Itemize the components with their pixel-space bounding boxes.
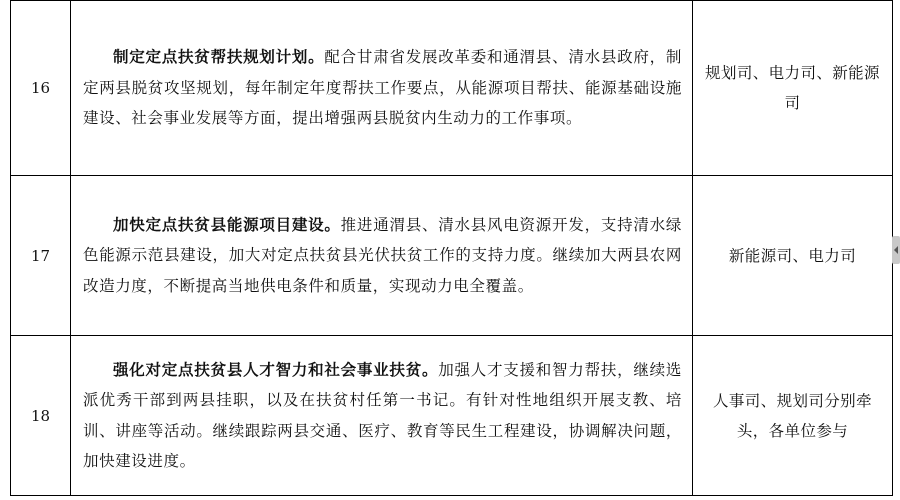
responsible-unit: 新能源司、电力司 (693, 176, 893, 336)
row-number: 16 (11, 1, 71, 176)
task-lead: 强化对定点扶贫县人才智力和社会事业扶贫。 (113, 359, 439, 379)
task-content (71, 336, 693, 496)
table-row (11, 336, 893, 496)
task-body: 推进通渭县、清水县风电资源开发，支持清水绿色能源示范县建设，加大对定点扶贫县光伏扶贫工作的支持力度。继续加大两县农网改造力度，不断提高当地供电条件和质量，实现动力电全覆盖。 (83, 215, 682, 295)
row-number: 18 (11, 336, 71, 496)
responsible-unit: 人事司、规划司分别牵头，各单位参与 (693, 336, 893, 496)
task-body: 配合甘肃省发展改革委和通渭县、清水县政府，制定两县脱贫攻坚规划，每年制定年度帮扶工作要点，从能源项目帮扶、能源基础设施建设、社会事业发展等方面，提出增强两县脱贫内生动力的工作事项。 (83, 48, 682, 128)
task-body: 加强人才支援和智力帮扶，继续选派优秀干部到两县挂职，以及在扶贫村任第一书记。有针对性地组织开展支教、培训、讲座等活动。继续跟踪两县交通、医疗、教育等民生工程建设，协调解决问题，加快建设进度。 (83, 360, 682, 470)
task-table (10, 0, 893, 496)
responsible-unit: 规划司、电力司、新能源司 (693, 1, 893, 176)
row-number: 17 (11, 176, 71, 336)
table-row (11, 176, 893, 336)
task-content (71, 176, 693, 336)
task-content (71, 1, 693, 176)
collapse-handle[interactable] (892, 236, 900, 264)
task-lead: 制定定点扶贫帮扶规划计划。 (113, 47, 325, 67)
task-lead: 加快定点扶贫县能源项目建设。 (113, 214, 341, 234)
table-row (11, 1, 893, 176)
